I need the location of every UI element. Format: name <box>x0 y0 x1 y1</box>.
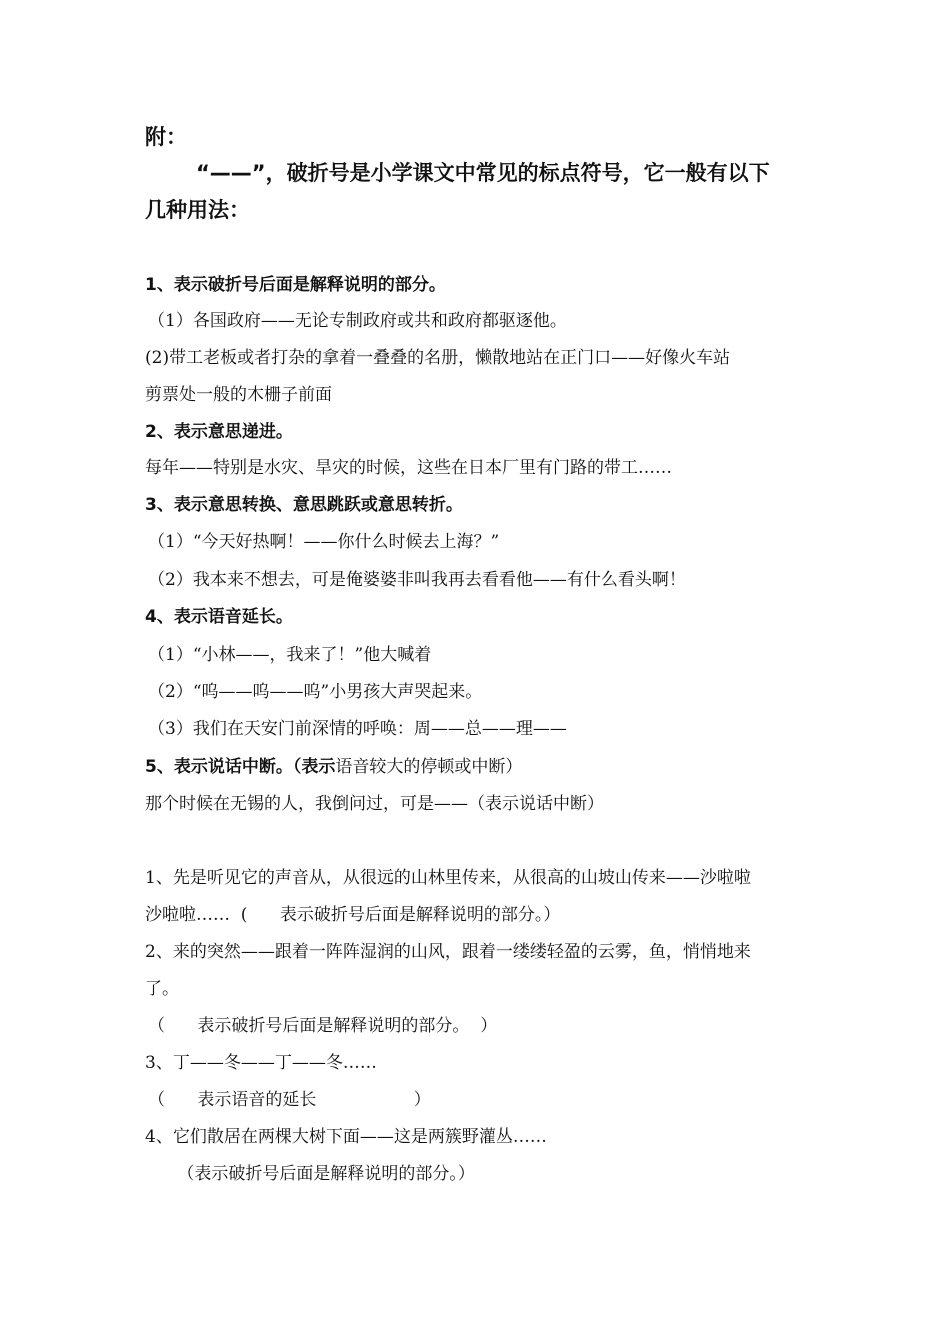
usage-1-title: 1、表示破折号后面是解释说明的部分。 <box>145 275 446 295</box>
usage-5-example-1: 那个时候在无锡的人，我倒问过，可是——（表示说话中断） <box>145 794 604 814</box>
exercise-1-line-1: 1、先是听见它的声音从，从很远的山林里传来，从很高的山坡山传来——沙啦啦 <box>145 868 751 888</box>
usage-2-example-1: 每年——特别是水灾、旱灾的时候，这些在日本厂里有门路的带工…… <box>145 458 672 478</box>
usage-1-example-2-line-2: 剪票处一般的木栅子前面 <box>145 385 332 405</box>
exercise-2-line-1: 2、来的突然——跟着一阵阵湿润的山风，跟着一缕缕轻盈的云雾，鱼，悄悄地来 <box>145 942 751 962</box>
usage-3-title: 3、表示意思转换、意思跳跃或意思转折。 <box>145 495 463 515</box>
exercise-3-answer: （ 表示语音的延长 ） <box>148 1090 431 1110</box>
exercise-2-line-2: 了。 <box>145 979 179 999</box>
usage-1-example-2-line-1: (2)带工老板或者打杂的拿着一叠叠的名册，懒散地站在正门口——好像火车站 <box>145 348 731 368</box>
usage-4-example-1: （1）“小林——，我来了！”他大喊着 <box>148 645 432 665</box>
usage-2-title: 2、表示意思递进。 <box>145 422 293 442</box>
usage-5-title-rest: 语音较大的停顿或中断） <box>335 757 523 777</box>
exercise-4-answer: （表示破折号后面是解释说明的部分。） <box>145 1164 475 1184</box>
usage-4-title: 4、表示语音延长。 <box>145 607 293 627</box>
usage-1-example-1: （1）各国政府——无论专制政府或共和政府都驱逐他。 <box>148 311 567 331</box>
exercise-1-line-2: 沙啦啦…… ( 表示破折号后面是解释说明的部分。） <box>145 905 561 925</box>
exercise-3-line-1: 3、丁——冬——丁——冬…… <box>145 1053 377 1073</box>
intro-line-1: “——”，破折号是小学课文中常见的标点符号，它一般有以下 <box>196 161 770 185</box>
usage-5-title-bold: 5、表示说话中断。（表示 <box>145 757 336 777</box>
appendix-label: 附： <box>145 125 187 149</box>
usage-3-example-2: （2）我本来不想去，可是俺婆婆非叫我再去看看他——有什么看头啊！ <box>148 570 686 590</box>
usage-4-example-2: （2）“呜——呜——呜”小男孩大声哭起来。 <box>148 682 483 702</box>
exercise-4-line-1: 4、它们散居在两棵大树下面——这是两簇野灌丛…… <box>145 1127 547 1147</box>
usage-5-title <box>145 755 522 779</box>
usage-3-example-1: （1）“今天好热啊！——你什么时候去上海？” <box>148 532 500 552</box>
usage-4-example-3: （3）我们在天安门前深情的呼唤：周——总——理—— <box>148 719 567 739</box>
exercise-2-answer: （ 表示破折号后面是解释说明的部分。 ） <box>148 1016 498 1036</box>
intro-line-2: 几种用法： <box>145 198 250 222</box>
